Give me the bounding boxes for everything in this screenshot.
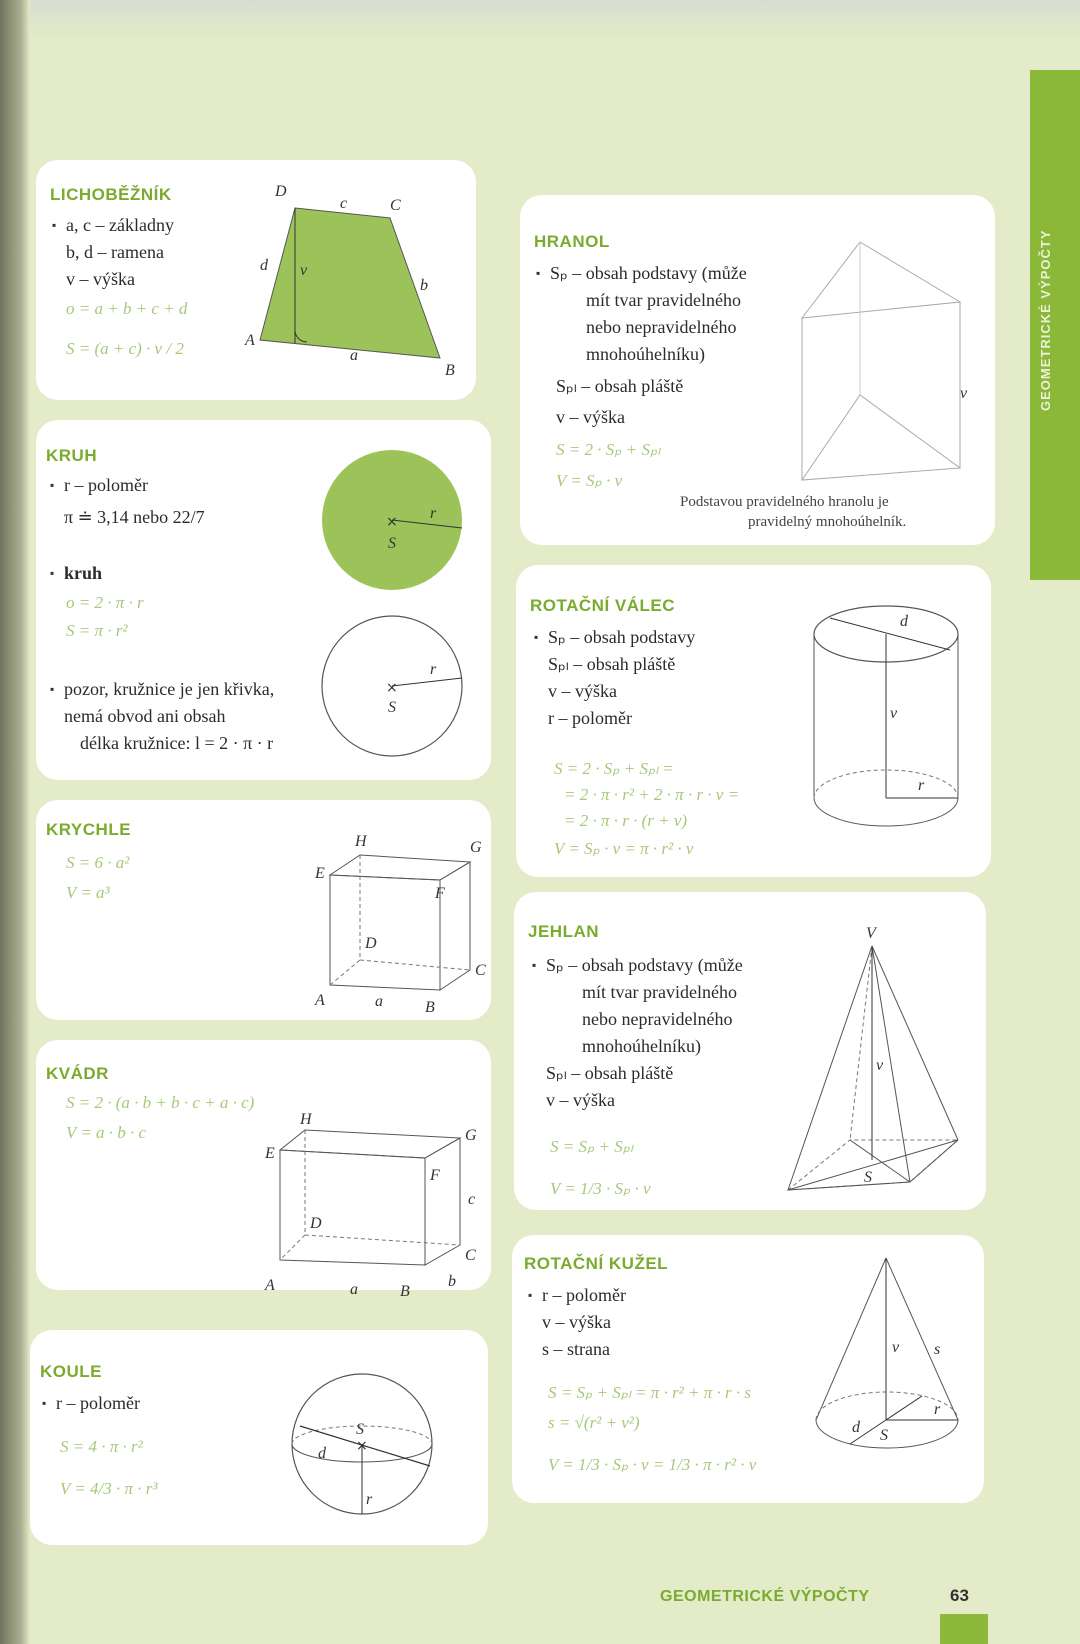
center-mark: × bbox=[386, 680, 398, 696]
disk-radius-label: r bbox=[430, 505, 437, 522]
vertex-H-label: H bbox=[300, 1111, 312, 1128]
vertex-D-label: D bbox=[365, 935, 377, 952]
cylinder-title: ROTAČNÍ VÁLEC bbox=[530, 596, 676, 615]
cylinder-radius-label: r bbox=[918, 777, 925, 794]
cuboid-diagram bbox=[260, 1110, 490, 1300]
trapezoid-line: v – výška bbox=[66, 269, 135, 289]
pyramid-line: v – výška bbox=[546, 1090, 615, 1110]
cone-line: ▪ r – poloměr bbox=[542, 1282, 626, 1309]
sphere-formula: S = 4 · π · r² bbox=[60, 1437, 143, 1456]
footer-section-title: GEOMETRICKÉ VÝPOČTY bbox=[660, 1588, 870, 1605]
cylinder-diagram bbox=[800, 598, 970, 858]
trapezoid-shape bbox=[260, 208, 440, 358]
pyramid-line: Sₚₗ – obsah pláště bbox=[546, 1063, 674, 1083]
side-a-label: a bbox=[350, 347, 358, 364]
circle-formula: S = π · r² bbox=[66, 621, 128, 640]
pyramid-line: ▪ Sₚ – obsah podstavy (může bbox=[546, 952, 743, 979]
prism-diagram bbox=[790, 230, 990, 480]
prism-line: ▪ Sₚ – obsah podstavy (může bbox=[550, 260, 747, 287]
prism-line: nebo nepravidelného bbox=[586, 317, 737, 337]
vertex-C-label: C bbox=[475, 962, 486, 979]
side-b-label: b bbox=[420, 277, 428, 294]
vertex-G-label: G bbox=[465, 1127, 477, 1144]
chapter-side-tab-label: GEOMETRICKÉ VÝPOČTY bbox=[1038, 229, 1053, 411]
hidden-edge bbox=[305, 1235, 460, 1245]
cone-slant-label: s bbox=[934, 1341, 941, 1358]
cube-diagram bbox=[310, 820, 490, 1020]
cube-side-face bbox=[440, 862, 470, 990]
cylinder-line: v – výška bbox=[548, 681, 617, 701]
pyramid-line: mnohoúhelníku) bbox=[582, 1036, 701, 1056]
circle-line: ▪ r – poloměr bbox=[64, 472, 148, 499]
center-mark: × bbox=[386, 514, 398, 530]
pyramid-base-edge bbox=[788, 1182, 910, 1190]
pyramid-line: nebo nepravidelného bbox=[582, 1009, 733, 1029]
vertex-H-label: H bbox=[355, 833, 367, 850]
pyramid-lateral-edge bbox=[872, 946, 958, 1140]
cylinder-line: ▪ Sₚ – obsah podstavy bbox=[548, 624, 695, 651]
vertex-B-label: B bbox=[425, 999, 435, 1016]
cuboid-formula: V = a · b · c bbox=[66, 1123, 147, 1142]
sphere-radius-label: r bbox=[366, 1491, 373, 1508]
sphere-title: KOULE bbox=[40, 1362, 102, 1381]
vertex-F-label: F bbox=[430, 1167, 440, 1184]
cube-title: KRYCHLE bbox=[46, 820, 132, 839]
prism-top-face bbox=[802, 242, 960, 318]
pyramid-apex-label: V bbox=[866, 925, 876, 942]
cone-formula: s = √(r² + v²) bbox=[548, 1413, 640, 1432]
vertex-E-label: E bbox=[315, 865, 325, 882]
book-spine-shadow bbox=[0, 0, 30, 1644]
trapezoid-title: LICHOBĚŽNÍK bbox=[50, 185, 172, 204]
prism-line: mnohoúhelníku) bbox=[586, 344, 705, 364]
cube-top-face bbox=[330, 855, 470, 880]
cuboid-title: KVÁDR bbox=[46, 1064, 109, 1083]
cone-line: v – výška bbox=[542, 1312, 611, 1332]
edge-b-label: b bbox=[448, 1273, 456, 1290]
hidden-edge bbox=[360, 960, 470, 970]
pyramid-center-label: S bbox=[864, 1169, 872, 1186]
pyramid-diagonal bbox=[850, 1140, 910, 1182]
cone-height-label: v bbox=[892, 1339, 900, 1356]
circle-warning: ▪ pozor, kružnice je jen křivka, bbox=[64, 676, 274, 703]
pyramid-line: mít tvar pravidelného bbox=[582, 982, 737, 1002]
pyramid-diagonal bbox=[788, 1140, 958, 1190]
circumference-radius bbox=[392, 678, 462, 686]
pyramid-diagram bbox=[780, 920, 970, 1200]
vertex-G-label: G bbox=[470, 839, 482, 856]
cylinder-line: Sₚₗ – obsah pláště bbox=[548, 654, 676, 674]
page-number-bar bbox=[940, 1614, 988, 1644]
prism-height-label: v bbox=[960, 385, 968, 402]
vertex-A-label: A bbox=[265, 1277, 275, 1294]
trapezoid-formula: o = a + b + c + d bbox=[66, 299, 188, 318]
trapezoid-line: b, d – ramena bbox=[66, 242, 164, 262]
cylinder-diameter-label: d bbox=[900, 613, 908, 630]
prism-formula: V = Sₚ · v bbox=[556, 471, 623, 490]
trapezoid-line: ▪ a, c – základny bbox=[66, 212, 174, 239]
vertex-E-label: E bbox=[265, 1145, 275, 1162]
cylinder-formula: = 2 · π · r · (r + v) bbox=[564, 811, 688, 830]
vertex-F-label: F bbox=[435, 885, 445, 902]
side-c-label: c bbox=[340, 195, 348, 212]
cylinder-bottom-front bbox=[814, 798, 958, 826]
cube-front-face bbox=[330, 875, 440, 990]
cone-formula: V = 1/3 · Sₚ · v = 1/3 · π · r² · v bbox=[548, 1455, 757, 1474]
cuboid-formula: S = 2 · (a · b + b · c + a · c) bbox=[66, 1093, 255, 1112]
hidden-edge bbox=[280, 1235, 305, 1260]
vertex-A-label: A bbox=[315, 992, 325, 1009]
circle-title: KRUH bbox=[46, 446, 98, 465]
disk-center-label: S bbox=[388, 535, 396, 552]
vertex-B-label: B bbox=[400, 1283, 410, 1300]
cuboid-side-face bbox=[425, 1138, 460, 1265]
circle-length: délka kružnice: l = 2 · π · r bbox=[80, 733, 274, 753]
prism-note: Podstavou pravidelného hranolu je bbox=[680, 494, 889, 510]
cube-formula: V = a³ bbox=[66, 883, 110, 902]
cylinder-line: r – poloměr bbox=[548, 708, 632, 728]
edge-c-label: c bbox=[468, 1191, 476, 1208]
vertex-C-label: C bbox=[465, 1247, 476, 1264]
sphere-line: ▪ r – poloměr bbox=[56, 1390, 140, 1417]
cylinder-formula: V = Sₚ · v = π · r² · v bbox=[554, 839, 694, 858]
pyramid-lateral-edge bbox=[788, 946, 872, 1190]
edge-a-label: a bbox=[375, 993, 383, 1010]
vertex-D-label: D bbox=[275, 183, 287, 200]
side-d-label: d bbox=[260, 257, 268, 274]
pyramid-formula: V = 1/3 · Sₚ · v bbox=[550, 1179, 651, 1198]
cube-formula: S = 6 · a² bbox=[66, 853, 130, 872]
prism-line: Sₚₗ – obsah pláště bbox=[556, 376, 684, 396]
cone-diameter-label: d bbox=[852, 1419, 860, 1436]
cone-center-label: S bbox=[880, 1427, 888, 1444]
prism-formula: S = 2 · Sₚ + Sₚₗ bbox=[556, 440, 661, 459]
cylinder-diameter bbox=[830, 618, 950, 650]
page-number: 63 bbox=[950, 1586, 969, 1605]
pyramid-height-label: v bbox=[876, 1057, 884, 1074]
cone-formula: S = Sₚ + Sₚₗ = π · r² + π · r · s bbox=[548, 1383, 751, 1402]
prism-title: HRANOL bbox=[534, 232, 610, 251]
trapezoid-formula: S = (a + c) · v / 2 bbox=[66, 339, 184, 358]
prism-line: mít tvar pravidelného bbox=[586, 290, 741, 310]
edge-a-label: a bbox=[350, 1281, 358, 1298]
pyramid-hidden-edge bbox=[850, 946, 872, 1140]
cuboid-front-face bbox=[280, 1150, 425, 1265]
center-mark: × bbox=[356, 1438, 368, 1454]
cone-title: ROTAČNÍ KUŽEL bbox=[524, 1254, 669, 1273]
cylinder-formula: = 2 · π · r² + 2 · π · r · v = bbox=[564, 785, 740, 804]
circumference-center-label: S bbox=[388, 699, 396, 716]
pyramid-title: JEHLAN bbox=[528, 922, 600, 941]
cone-line: s – strana bbox=[542, 1339, 610, 1359]
cone-diagram bbox=[810, 1254, 980, 1474]
height-v-label: v bbox=[300, 262, 308, 279]
cylinder-height-label: v bbox=[890, 705, 898, 722]
prism-note: pravidelný mnohoúhelník. bbox=[748, 514, 907, 530]
circumference-radius-label: r bbox=[430, 661, 437, 678]
sphere-center-label: S bbox=[356, 1421, 364, 1438]
cone-radius-label: r bbox=[934, 1401, 941, 1418]
vertex-C-label: C bbox=[390, 197, 401, 214]
pyramid-base-edge bbox=[910, 1140, 958, 1182]
circle-diagram bbox=[320, 440, 480, 770]
circle-warning: nemá obvod ani obsah bbox=[64, 706, 226, 726]
vertex-D-label: D bbox=[310, 1215, 322, 1232]
sphere-formula: V = 4/3 · π · r³ bbox=[60, 1479, 158, 1498]
circle-subtitle: ▪ kruh bbox=[64, 560, 102, 587]
cylinder-formula: S = 2 · Sₚ + Sₚₗ = bbox=[554, 759, 674, 778]
vertex-B-label: B bbox=[445, 362, 455, 379]
trapezoid-diagram bbox=[240, 180, 480, 380]
circle-line: π ≐ 3,14 nebo 22/7 bbox=[64, 507, 205, 527]
hidden-edge bbox=[330, 960, 360, 985]
prism-bottom-face bbox=[802, 395, 960, 480]
vertex-A-label: A bbox=[245, 332, 255, 349]
pyramid-formula: S = Sₚ + Sₚₗ bbox=[550, 1137, 633, 1156]
prism-line: v – výška bbox=[556, 407, 625, 427]
sphere-diagram bbox=[290, 1368, 440, 1528]
circle-formula: o = 2 · π · r bbox=[66, 593, 144, 612]
sphere-diameter-label: d bbox=[318, 1445, 326, 1462]
page-top-shade bbox=[0, 0, 1080, 40]
